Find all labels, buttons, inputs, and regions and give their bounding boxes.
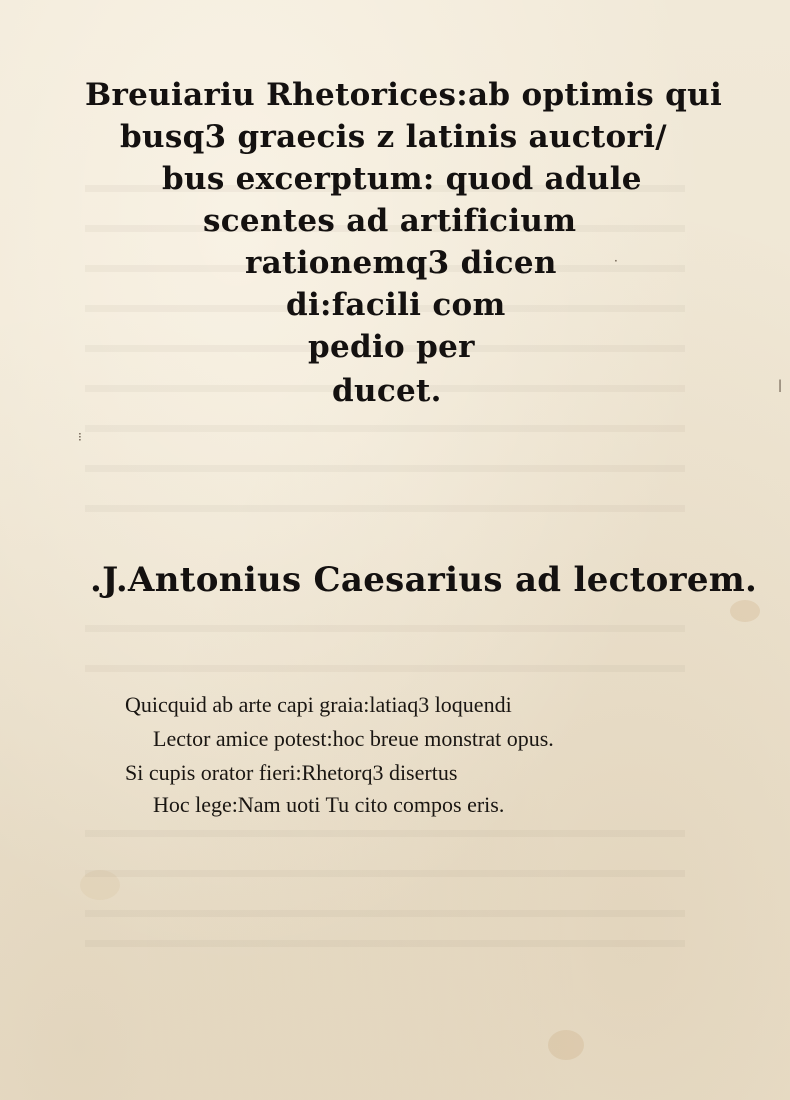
show-through-line	[85, 425, 685, 442]
show-through-line	[85, 870, 685, 887]
title-line: di:facili com	[286, 287, 506, 323]
verse-line: Quicquid ab arte capi graia:latiaq3 loquendi	[125, 692, 512, 717]
title-line: scentes ad artificium	[203, 203, 577, 239]
stray-mark: ·	[614, 254, 618, 268]
show-through-line	[85, 830, 685, 847]
verse-line: Lector amice potest:hoc breue monstrat opus.	[153, 726, 554, 751]
title-line: ducet.	[332, 373, 442, 409]
paper-stain	[730, 600, 760, 622]
title-line: Breuiariu Rhetorices:ab optimis qui	[85, 77, 723, 113]
show-through-line	[85, 505, 685, 522]
show-through-line	[85, 940, 685, 957]
title-line: pedio per	[308, 329, 475, 365]
show-through-line	[85, 625, 685, 642]
stray-mark: ⁝	[78, 430, 82, 444]
title-line: bus excerptum: quod adule	[162, 161, 642, 197]
title-line: rationemq3 dicen	[245, 245, 557, 281]
title-line: busq3 graecis z latinis auctori/	[120, 119, 667, 155]
stray-mark: |	[778, 378, 783, 392]
address-heading: .J.Antonius Caesarius ad lectorem.	[90, 560, 758, 600]
verse-line: Si cupis orator fieri:Rhetorq3 disertus	[125, 760, 458, 785]
paper-stain	[80, 870, 120, 900]
verse-line: Hoc lege:Nam uoti Tu cito compos eris.	[153, 792, 505, 817]
paper-stain	[548, 1030, 584, 1060]
show-through-line	[85, 910, 685, 927]
show-through-line	[85, 665, 685, 682]
show-through-line	[85, 465, 685, 482]
